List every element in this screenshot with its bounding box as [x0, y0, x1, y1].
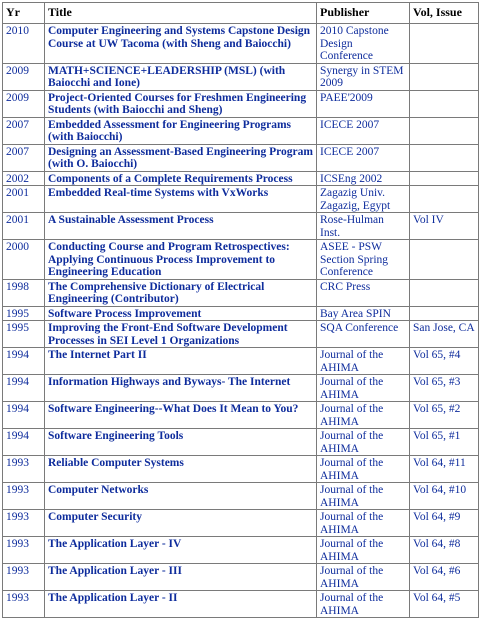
table-row — [3, 510, 479, 537]
year-cell: 1994 — [3, 402, 45, 429]
title-link[interactable]: Computer Security — [45, 510, 317, 537]
title-link[interactable]: The Application Layer - IV — [45, 537, 317, 564]
publisher-cell: SQA Conference — [317, 321, 410, 348]
year-cell: 1994 — [3, 429, 45, 456]
vol-issue-cell: Vol 65, #1 — [410, 429, 479, 456]
year-cell: 2007 — [3, 117, 45, 144]
year-cell: 1993 — [3, 537, 45, 564]
publisher-cell: Journal of the AHIMA — [317, 456, 410, 483]
table-row — [3, 537, 479, 564]
table-row — [3, 144, 479, 171]
title-link[interactable]: MATH+SCIENCE+LEADERSHIP (MSL) (with Baiocchi and Ione) — [45, 63, 317, 90]
title-link[interactable]: The Application Layer - II — [45, 591, 317, 618]
year-cell: 2007 — [3, 144, 45, 171]
year-cell: 2001 — [3, 186, 45, 213]
table-row — [3, 402, 479, 429]
publisher-cell: Rose-Hulman Inst. — [317, 213, 410, 240]
year-cell: 1993 — [3, 591, 45, 618]
vol-issue-cell: Vol 64, #5 — [410, 591, 479, 618]
publisher-cell: CRC Press — [317, 279, 410, 306]
header-row — [3, 3, 479, 24]
vol-issue-cell — [410, 240, 479, 280]
title-link[interactable]: Computer Networks — [45, 483, 317, 510]
title-link[interactable]: Components of a Complete Requirements Process — [45, 171, 317, 186]
year-cell: 2000 — [3, 240, 45, 280]
publications-table — [2, 2, 479, 618]
table-row — [3, 117, 479, 144]
vol-issue-cell — [410, 24, 479, 64]
vol-issue-cell: Vol 64, #8 — [410, 537, 479, 564]
publisher-cell: ASEE - PSW Section Spring Conference — [317, 240, 410, 280]
title-link[interactable]: The Application Layer - III — [45, 564, 317, 591]
title-link[interactable]: A Sustainable Assessment Process — [45, 213, 317, 240]
table-row — [3, 591, 479, 618]
vol-issue-cell — [410, 90, 479, 117]
title-link[interactable]: Software Process Improvement — [45, 306, 317, 321]
vol-issue-cell — [410, 63, 479, 90]
vol-issue-cell: Vol 64, #9 — [410, 510, 479, 537]
year-cell: 1994 — [3, 375, 45, 402]
table-row — [3, 375, 479, 402]
year-cell: 1993 — [3, 510, 45, 537]
vol-issue-cell — [410, 171, 479, 186]
publisher-cell: Journal of the AHIMA — [317, 429, 410, 456]
title-link[interactable]: Embedded Real-time Systems with VxWorks — [45, 186, 317, 213]
vol-issue-cell: Vol 64, #6 — [410, 564, 479, 591]
table-row — [3, 279, 479, 306]
publisher-cell: Bay Area SPIN — [317, 306, 410, 321]
title-link[interactable]: The Internet Part II — [45, 348, 317, 375]
publications-table-container — [2, 2, 479, 618]
publisher-cell: Synergy in STEM 2009 — [317, 63, 410, 90]
vol-issue-cell: Vol 65, #2 — [410, 402, 479, 429]
publisher-cell: Journal of the AHIMA — [317, 564, 410, 591]
year-cell: 2001 — [3, 213, 45, 240]
publisher-cell: Journal of the AHIMA — [317, 591, 410, 618]
vol-issue-cell: Vol 65, #3 — [410, 375, 479, 402]
vol-issue-cell — [410, 306, 479, 321]
publisher-cell: Zagazig Univ. Zagazig, Egypt — [317, 186, 410, 213]
year-cell: 2010 — [3, 24, 45, 64]
header-year: Yr — [3, 3, 45, 24]
publisher-cell: 2010 Capstone Design Conference — [317, 24, 410, 64]
title-link[interactable]: Software Engineering--What Does It Mean to You? — [45, 402, 317, 429]
publisher-cell: Journal of the AHIMA — [317, 375, 410, 402]
header-publisher: Publisher — [317, 3, 410, 24]
table-row — [3, 429, 479, 456]
table-row — [3, 348, 479, 375]
table-row — [3, 483, 479, 510]
year-cell: 1993 — [3, 483, 45, 510]
table-row — [3, 90, 479, 117]
publisher-cell: Journal of the AHIMA — [317, 483, 410, 510]
vol-issue-cell — [410, 279, 479, 306]
year-cell: 1995 — [3, 321, 45, 348]
table-row — [3, 240, 479, 280]
table-row — [3, 321, 479, 348]
publisher-cell: Journal of the AHIMA — [317, 402, 410, 429]
title-link[interactable]: Designing an Assessment-Based Engineering Program (with O. Baiocchi) — [45, 144, 317, 171]
publisher-cell: Journal of the AHIMA — [317, 510, 410, 537]
title-link[interactable]: Reliable Computer Systems — [45, 456, 317, 483]
title-link[interactable]: Computer Engineering and Systems Capstone Design Course at UW Tacoma (with Sheng and Baiocchi) — [45, 24, 317, 64]
publisher-cell: ICECE 2007 — [317, 144, 410, 171]
publisher-cell: ICECE 2007 — [317, 117, 410, 144]
year-cell: 2002 — [3, 171, 45, 186]
year-cell: 2009 — [3, 90, 45, 117]
table-row — [3, 213, 479, 240]
header-vol-issue: Vol, Issue — [410, 3, 479, 24]
table-row — [3, 186, 479, 213]
vol-issue-cell — [410, 117, 479, 144]
title-link[interactable]: Conducting Course and Program Retrospectives: Applying Continuous Process Improvement to Engineering Education — [45, 240, 317, 280]
title-link[interactable]: Software Engineering Tools — [45, 429, 317, 456]
table-row — [3, 63, 479, 90]
title-link[interactable]: Information Highways and Byways- The Internet — [45, 375, 317, 402]
title-link[interactable]: The Comprehensive Dictionary of Electrical Engineering (Contributor) — [45, 279, 317, 306]
publisher-cell: Journal of the AHIMA — [317, 537, 410, 564]
vol-issue-cell — [410, 186, 479, 213]
publisher-cell: PAEE'2009 — [317, 90, 410, 117]
vol-issue-cell: Vol 64, #11 — [410, 456, 479, 483]
year-cell: 1993 — [3, 564, 45, 591]
year-cell: 1998 — [3, 279, 45, 306]
table-row — [3, 456, 479, 483]
table-row — [3, 171, 479, 186]
vol-issue-cell: Vol IV — [410, 213, 479, 240]
year-cell: 2009 — [3, 63, 45, 90]
publisher-cell: ICSEng 2002 — [317, 171, 410, 186]
table-row — [3, 306, 479, 321]
title-link[interactable]: Improving the Front-End Software Development Processes in SEI Level 1 Organizations — [45, 321, 317, 348]
title-link[interactable]: Embedded Assessment for Engineering Programs (with Baiocchi) — [45, 117, 317, 144]
vol-issue-cell — [410, 144, 479, 171]
vol-issue-cell: Vol 65, #4 — [410, 348, 479, 375]
year-cell: 1994 — [3, 348, 45, 375]
year-cell: 1993 — [3, 456, 45, 483]
vol-issue-cell: San Jose, CA — [410, 321, 479, 348]
vol-issue-cell: Vol 64, #10 — [410, 483, 479, 510]
publisher-cell: Journal of the AHIMA — [317, 348, 410, 375]
header-title: Title — [45, 3, 317, 24]
table-row — [3, 564, 479, 591]
table-row — [3, 24, 479, 64]
title-link[interactable]: Project-Oriented Courses for Freshmen Engineering Students (with Baiocchi and Sheng) — [45, 90, 317, 117]
year-cell: 1995 — [3, 306, 45, 321]
